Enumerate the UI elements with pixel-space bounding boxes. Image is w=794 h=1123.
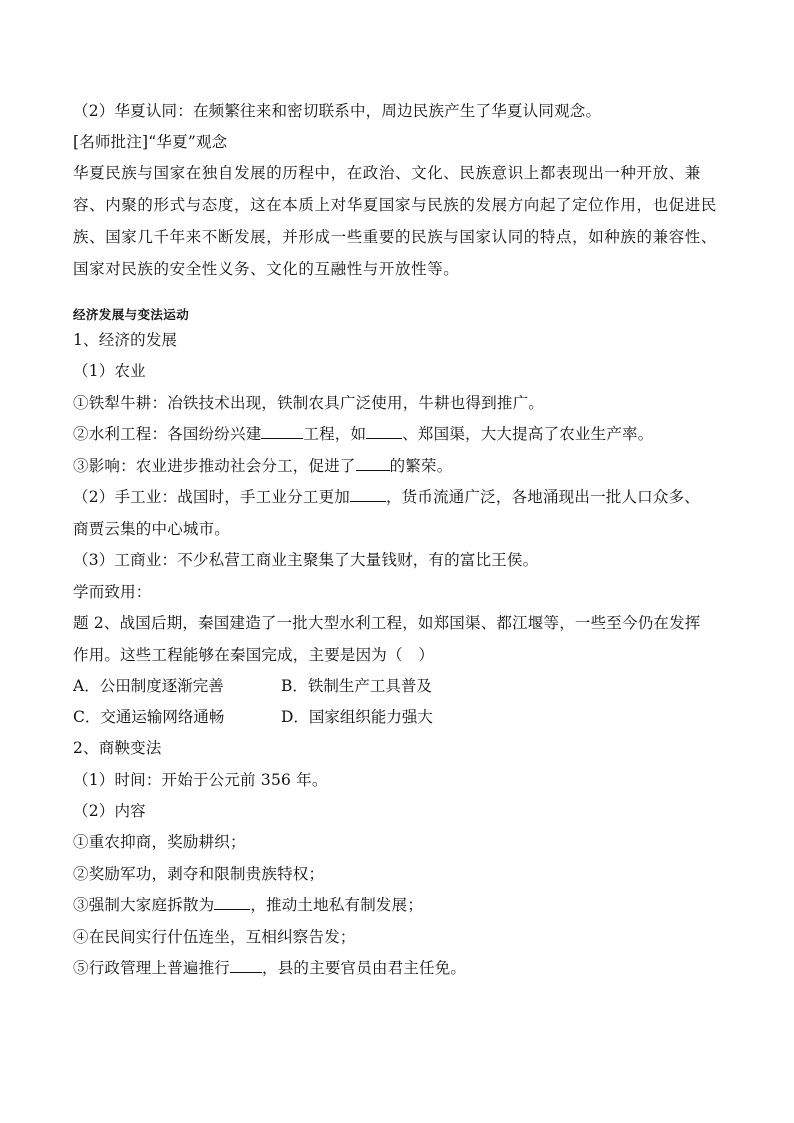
teacher-note-title: [名师批注]“华夏”观念 [73,133,228,151]
text-segment: 、郑国渠，大大提高了农业生产率。 [402,425,654,443]
question-text-cont: 作用。这些工程能够在秦国完成，主要是因为（ ） [73,646,435,664]
reform-content-item: ②奖励军功，剥夺和限制贵族特权； [73,865,325,883]
huaxia-identity-item: （2）华夏认同：在频繁往来和密切联系中，周边民族产生了华夏认同观念。 [73,102,602,120]
fill-blank[interactable] [350,487,386,502]
fill-blank[interactable] [230,958,262,973]
handicraft-item [73,487,723,507]
text-segment: ③强制大家庭拆散为 [73,896,215,914]
text-segment: 工程，如 [303,425,367,443]
note-paragraph-line: 华夏民族与国家在独自发展的历程中，在政治、文化、民族意识上都表现出一种开放、兼 [73,164,701,182]
fill-blank[interactable] [366,424,402,439]
iron-plough-item: ①铁犁牛耕：冶铁技术出现，铁制农具广泛使用，牛耕也得到推广。 [73,394,545,412]
text-segment: ③影响：农业进步推动社会分工，促进了 [73,457,356,475]
option-b[interactable]: B．铁制生产工具普及 [281,677,432,695]
note-paragraph-line: 国家对民族的安全性义务、文化的互融性与开放性等。 [73,260,460,278]
option-a[interactable]: A．公田制度逐渐完善 [73,677,224,695]
reform-content-item [73,895,723,915]
question-text: 题 2、战国后期，秦国建造了一批大型水利工程，如郑国渠、都江堰等，一些至今仍在发挥 [73,614,701,632]
reform-content-title: （2）内容 [73,802,146,820]
text-segment: ，推动土地私有制发展； [250,896,424,914]
note-paragraph-line: 族、国家几千年来不断发展，并形成一些重要的民族与国家认同的特点，如种族的兼容性、 [73,228,718,246]
commerce-item: （3）工商业：不少私营工商业主聚集了大量钱财，有的富比王侯。 [73,551,539,569]
text-segment: ②水利工程：各国纷纷兴建 [73,425,262,443]
text-segment: ，县的主要官员由君主任免。 [262,959,467,977]
note-paragraph-line: 容、内聚的形式与态度，这在本质上对华夏国家与民族的发展方向起了定位作用，也促进民 [73,196,718,214]
text-segment: ，货币流通广泛，各地涌现出一批人口众多、 [385,488,700,506]
handicraft-item-cont: 商贾云集的中心城市。 [73,520,231,538]
reform-content-item: ④在民间实行什伍连坐，互相纠察告发； [73,928,356,946]
text-segment: （2）手工业：战国时，手工业分工更加 [73,488,350,506]
economy-title: 1、经济的发展 [73,331,178,349]
agriculture-title: （1）农业 [73,362,146,380]
reform-time: （1）时间：开始于公元前 356 年。 [73,771,328,789]
option-d[interactable]: D．国家组织能力强大 [281,708,433,726]
fill-blank[interactable] [214,895,250,910]
reform-title: 2、商鞅变法 [73,739,162,757]
reform-content-item [73,958,723,978]
text-segment: 的繁荣。 [389,457,453,475]
section-heading: 经济发展与变法运动 [73,307,190,322]
option-c[interactable]: C．交通运输网络通畅 [73,708,225,726]
practice-label: 学而致用： [73,583,152,601]
reform-content-item: ①重农抑商，奖励耕织； [73,833,246,851]
fill-blank[interactable] [261,424,303,439]
water-project-item [73,424,723,444]
fill-blank[interactable] [356,456,390,471]
impact-item [73,456,723,476]
text-segment: ⑤行政管理上普遍推行 [73,959,231,977]
